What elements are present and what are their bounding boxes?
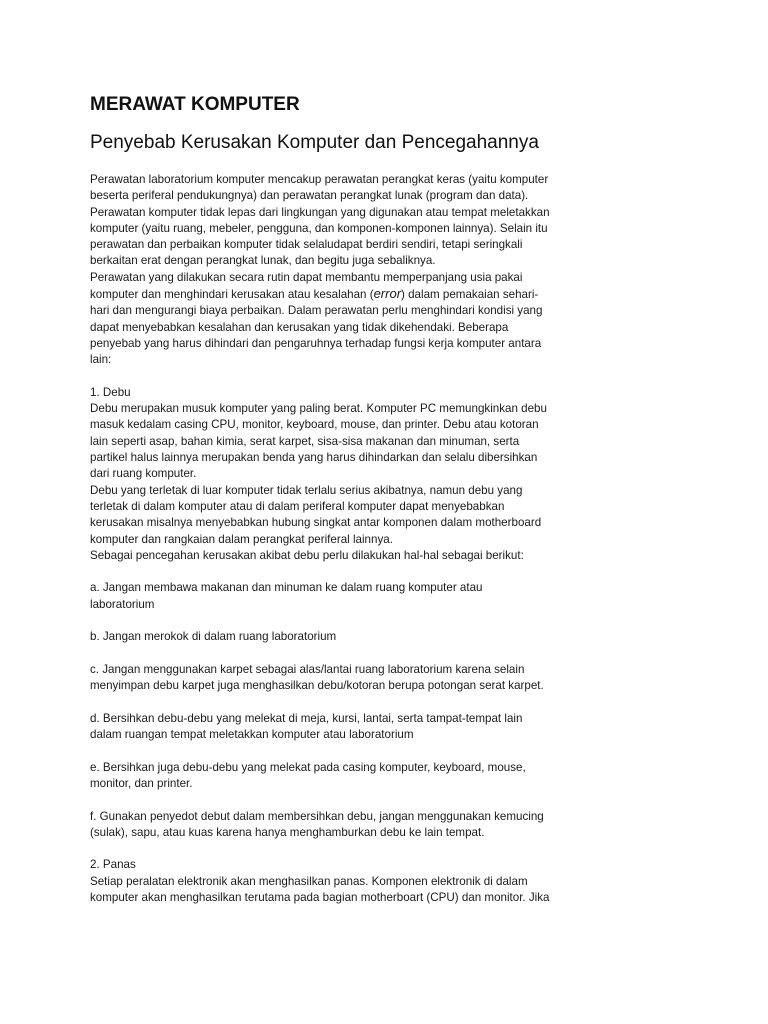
document-body bbox=[90, 92, 550, 906]
section-1-paragraph-3: Sebagai pencegahan kerusakan akibat debu perlu dilakukan hal-hal sebagai berikut: bbox=[90, 548, 524, 562]
error-term: error bbox=[373, 286, 402, 302]
list-item: d. Bersihkan debu-debu yang melekat di meja, kursi, lantai, serta tampat-tempat lain dalam ruangan tempat meletakkan komputer atau laboratorium bbox=[90, 711, 523, 742]
intro-text-after: ) dalam pemakaian sehari-hari dan mengurangi biaya perbaikan. Dalam perawatan perlu menghindari kondisi yang dapat menyebabkan kesalahan dan kerusakan yang tidak dikehendaki. Beberapa penyebab yang harus dihindari dan pengaruhnya terhadap fungsi kerja komputer antara lain: bbox=[90, 288, 543, 367]
intro-paragraph-2 bbox=[90, 270, 550, 369]
list-item: b. Jangan merokok di dalam ruang laboratorium bbox=[90, 630, 337, 644]
list-item: f. Gunakan penyedot debut dalam membersihkan debu, jangan menggunakan kemucing (sulak), sapu, atau kuas karena hanya menghamburkan debu ke lain tempat. bbox=[90, 809, 544, 839]
section-1-paragraph-1: Debu merupakan musuk komputer yang paling berat. Komputer PC memungkinkan debu masuk kedalam casing CPU, monitor, keyboard, mouse, dan printer. Debu atau kotoran lain seperti asap, bahan kimia, serat karpet, sisa-sisa makanan dan minuman, serta partikel halus lainnya merupakan benda yang harus dihindarkan dan selalu dibersihkan dari ruang komputer. bbox=[90, 402, 547, 481]
list-item: c. Jangan menggunakan karpet sebagai alas/lantai ruang laboratorium karena selain menyimpan debu karpet juga menghasilkan debu/kotoran berupa potongan serat karpet. bbox=[90, 662, 544, 693]
section-2-paragraph-1: Setiap peralatan elektronik akan menghasilkan panas. Komponen elektronik di dalam komputer akan menghasilkan terutama pada bagian motherboart (CPU) dan monitor. Jika bbox=[90, 874, 550, 905]
intro-text-before: Perawatan yang dilakukan secara rutin dapat membantu memperpanjang usia pakai komputer dan menghindari kerusakan atau kesalahan ( bbox=[90, 270, 523, 302]
section-1-heading: 1. Debu bbox=[90, 385, 131, 399]
list-item: e. Bersihkan juga debu-debu yang melekat pada casing komputer, keyboard, mouse, monitor, dan printer. bbox=[90, 760, 526, 790]
list-item: a. Jangan membawa makanan dan minuman ke dalam ruang komputer atau laboratorium bbox=[90, 581, 483, 611]
document-subtitle: Penyebab Kerusakan Komputer dan Pencegahannya bbox=[90, 132, 539, 153]
intro-paragraph-1: Perawatan laboratorium komputer mencakup perawatan perangkat keras (yaitu komputer beserta periferal pendukungnya) dan perawatan perangkat lunak (program dan data). Perawatan komputer tidak lepas dari lingkungan yang digunakan atau tempat meletakkan komputer (yaitu ruang, mebeler, pengguna, dan komponen-komponen lainnya). Selain itu perawatan dan perbaikan komputer tidak selaludapat berdiri sendiri, tetapi seringkali berkaitan erat dengan perangkat lunak, dan begitu juga sebaliknya. bbox=[90, 173, 550, 268]
section-2-heading: 2. Panas bbox=[90, 858, 136, 872]
section-1-paragraph-2: Debu yang terletak di luar komputer tidak terlalu serius akibatnya, namun debu yang terletak di dalam komputer atau di dalam periferal komputer dapat menyebabkan kerusakan misalnya menyebabkan hubung singkat antar komponen dalam motherboard komputer dan rangkaian dalam perangkat periferal lainnya. bbox=[90, 483, 542, 546]
document-title: MERAWAT KOMPUTER bbox=[90, 94, 300, 115]
